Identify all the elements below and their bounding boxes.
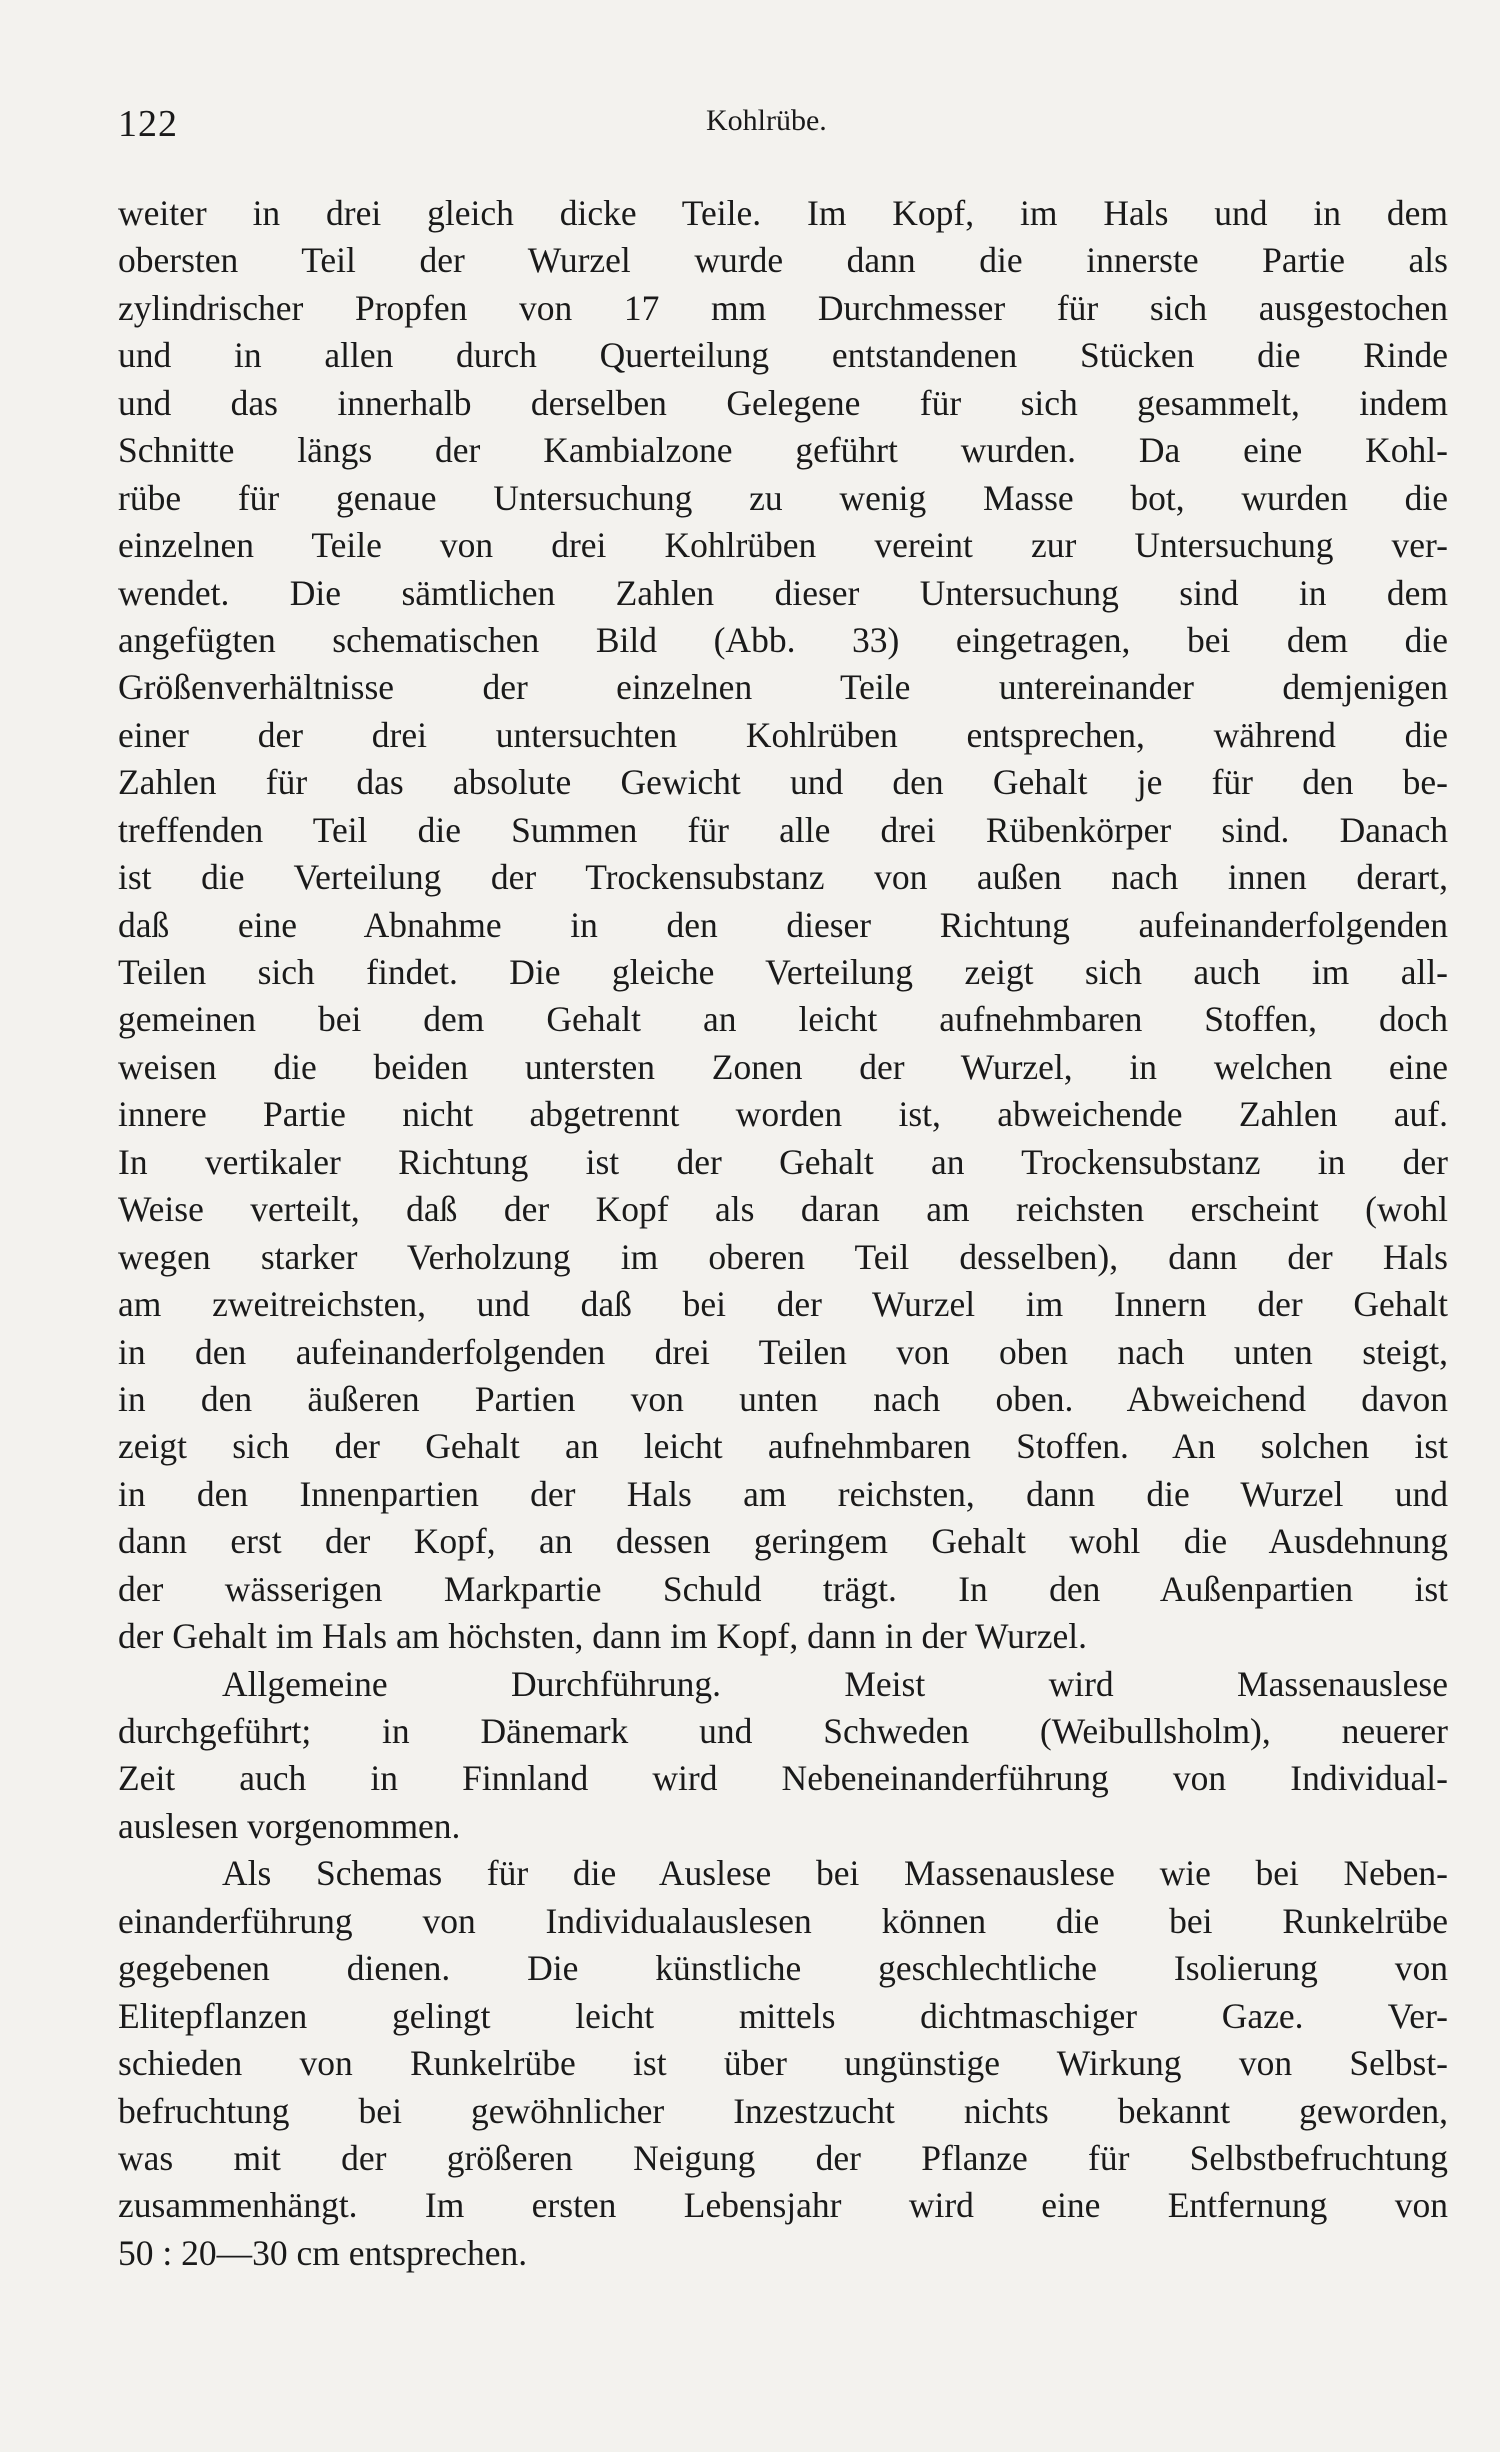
text-line: Größenverhältnisse der einzelnen Teile untereinander demjenigen bbox=[118, 667, 1448, 708]
text-line: innere Partie nicht abgetrennt worden ist, abweichende Zahlen auf. bbox=[118, 1094, 1448, 1135]
text-line: befruchtung bei gewöhnlicher Inzestzucht nichts bekannt geworden, bbox=[118, 2090, 1448, 2131]
text-line: Teilen sich findet. Die gleiche Verteilung zeigt sich auch im all- bbox=[118, 952, 1448, 992]
text-line: am zweitreichsten, und daß bei der Wurzel im Innern der Gehalt bbox=[118, 1284, 1448, 1325]
text-line: Zeit auch in Finnland wird Nebeneinanderführung von Individual- bbox=[118, 1758, 1448, 1799]
text-line: In vertikaler Richtung ist der Gehalt an Trockensubstanz in der bbox=[118, 1141, 1448, 1182]
body-text bbox=[118, 190, 1448, 2277]
text-line: wendet. Die sämtlichen Zahlen dieser Untersuchung sind in dem bbox=[118, 572, 1448, 613]
text-line: auslesen vorgenommen. bbox=[118, 1805, 461, 1846]
text-line: zeigt sich der Gehalt an leicht aufnehmbaren Stoffen. An solchen ist bbox=[118, 1426, 1448, 1467]
text-line: der wässerigen Markpartie Schuld trägt. In den Außenpartien ist bbox=[118, 1568, 1448, 1609]
text-line: gemeinen bei dem Gehalt an leicht aufnehmbaren Stoffen, doch bbox=[118, 999, 1448, 1040]
text-line: Zahlen für das absolute Gewicht und den Gehalt je für den be- bbox=[118, 762, 1448, 803]
text-line: Schnitte längs der Kambialzone geführt wurden. Da eine Kohl- bbox=[118, 430, 1448, 471]
text-line: Allgemeine Durchführung. Meist wird Massenauslese bbox=[222, 1663, 1448, 1704]
text-line: in den aufeinanderfolgenden drei Teilen von oben nach unten steigt, bbox=[118, 1331, 1448, 1372]
text-line: gegebenen dienen. Die künstliche geschlechtliche Isolierung von bbox=[118, 1948, 1448, 1989]
text-line: obersten Teil der Wurzel wurde dann die innerste Partie als bbox=[118, 240, 1448, 281]
text-line: 50 : 20—30 cm entsprechen. bbox=[118, 2232, 528, 2273]
text-line: zusammenhängt. Im ersten Lebensjahr wird eine Entfernung von bbox=[118, 2185, 1448, 2226]
text-line: angefügten schematischen Bild (Abb. 33) eingetragen, bei dem die bbox=[118, 619, 1448, 660]
text-line: treffenden Teil die Summen für alle drei Rübenkörper sind. Danach bbox=[118, 809, 1448, 850]
text-line: Elitepflanzen gelingt leicht mittels dichtmaschiger Gaze. Ver- bbox=[118, 1995, 1448, 2036]
page-header bbox=[118, 96, 1448, 156]
running-title: Kohlrübe. bbox=[706, 104, 827, 137]
text-line: der Gehalt im Hals am höchsten, dann im Kopf, dann in der Wurzel. bbox=[118, 1616, 1087, 1657]
text-line: einanderführung von Individualauslesen können die bei Runkelrübe bbox=[118, 1900, 1448, 1941]
text-line: einzelnen Teile von drei Kohlrüben vereint zur Untersuchung ver- bbox=[118, 525, 1448, 566]
text-line: schieden von Runkelrübe ist über ungünstige Wirkung von Selbst- bbox=[118, 2043, 1448, 2084]
text-line: Als Schemas für die Auslese bei Massenauslese wie bei Neben- bbox=[222, 1853, 1448, 1894]
text-line: ist die Verteilung der Trockensubstanz von außen nach innen derart, bbox=[118, 857, 1448, 898]
text-line: und in allen durch Querteilung entstandenen Stücken die Rinde bbox=[118, 335, 1448, 376]
page-number: 122 bbox=[118, 103, 178, 145]
text-line: Weise verteilt, daß der Kopf als daran am reichsten erscheint (wohl bbox=[118, 1189, 1448, 1230]
text-line: weisen die beiden untersten Zonen der Wurzel, in welchen eine bbox=[118, 1046, 1448, 1087]
text-line: einer der drei untersuchten Kohlrüben entsprechen, während die bbox=[118, 714, 1448, 755]
text-line: durchgeführt; in Dänemark und Schweden (Weibullsholm), neuerer bbox=[118, 1711, 1448, 1751]
text-line: zylindrischer Propfen von 17 mm Durchmesser für sich ausgestochen bbox=[118, 287, 1448, 328]
text-line: weiter in drei gleich dicke Teile. Im Kopf, im Hals und in dem bbox=[118, 193, 1448, 233]
text-line: in den Innenpartien der Hals am reichsten, dann die Wurzel und bbox=[118, 1473, 1448, 1514]
text-line: daß eine Abnahme in den dieser Richtung aufeinanderfolgenden bbox=[118, 904, 1448, 945]
text-line: in den äußeren Partien von unten nach oben. Abweichend davon bbox=[118, 1378, 1448, 1419]
text-line: was mit der größeren Neigung der Pflanze für Selbstbefruchtung bbox=[118, 2137, 1448, 2178]
text-line: dann erst der Kopf, an dessen geringem Gehalt wohl die Ausdehnung bbox=[118, 1521, 1448, 1562]
text-line: und das innerhalb derselben Gelegene für sich gesammelt, indem bbox=[118, 382, 1448, 423]
text-line: wegen starker Verholzung im oberen Teil desselben), dann der Hals bbox=[118, 1236, 1448, 1277]
text-line: rübe für genaue Untersuchung zu wenig Masse bot, wurden die bbox=[118, 477, 1448, 518]
